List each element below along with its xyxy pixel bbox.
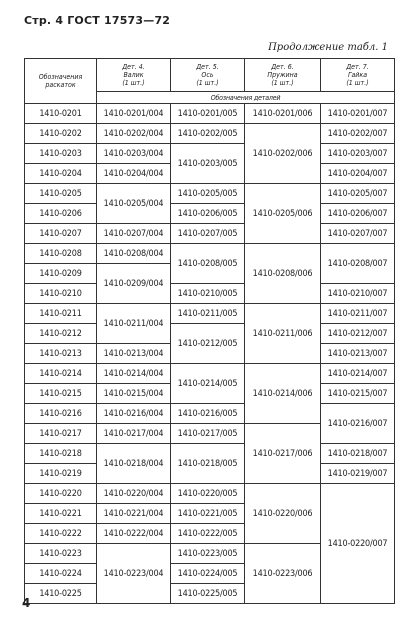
rolling-tool-designation: 1410-0214 <box>25 364 97 384</box>
rolling-tool-designation: 1410-0224 <box>25 564 97 584</box>
axle-cell: 1410-0203/005 <box>171 144 245 184</box>
valik-cell: 1410-0211/004 <box>97 304 171 344</box>
nut-cell: 1410-0202/007 <box>321 124 395 144</box>
nut-cell: 1410-0218/007 <box>321 444 395 464</box>
nut-cell: 1410-0219/007 <box>321 464 395 484</box>
rolling-tool-designation: 1410-0225 <box>25 584 97 604</box>
axle-cell: 1410-0217/005 <box>171 424 245 444</box>
spring-cell: 1410-0201/006 <box>245 104 321 124</box>
valik-cell: 1410-0202/004 <box>97 124 171 144</box>
valik-cell: 1410-0201/004 <box>97 104 171 124</box>
table-row <box>25 444 395 464</box>
axle-cell: 1410-0222/005 <box>171 524 245 544</box>
column-header-part-5: Дет. 5. Ось (1 шт.) <box>171 59 245 92</box>
rolling-tool-designation: 1410-0205 <box>25 184 97 204</box>
table-row <box>25 484 395 504</box>
nut-cell: 1410-0220/007 <box>321 484 395 604</box>
axle-cell: 1410-0210/005 <box>171 284 245 304</box>
table-continuation-label: Продолжение табл. 1 <box>268 42 388 53</box>
axle-cell: 1410-0221/005 <box>171 504 245 524</box>
valik-cell: 1410-0220/004 <box>97 484 171 504</box>
valik-cell: 1410-0222/004 <box>97 524 171 544</box>
axle-cell: 1410-0206/005 <box>171 204 245 224</box>
nut-cell: 1410-0206/007 <box>321 204 395 224</box>
axle-cell: 1410-0218/005 <box>171 444 245 484</box>
rolling-tool-designation: 1410-0203 <box>25 144 97 164</box>
axle-cell: 1410-0214/005 <box>171 364 245 404</box>
rolling-tool-designation: 1410-0213 <box>25 344 97 364</box>
rolling-tool-designation: 1410-0212 <box>25 324 97 344</box>
rolling-tool-designation: 1410-0204 <box>25 164 97 184</box>
rolling-tool-designation: 1410-0223 <box>25 544 97 564</box>
table-row <box>25 224 395 244</box>
axle-cell: 1410-0216/005 <box>171 404 245 424</box>
axle-cell: 1410-0224/005 <box>171 564 245 584</box>
axle-cell: 1410-0202/005 <box>171 124 245 144</box>
table-row <box>25 184 395 204</box>
spring-cell: 1410-0217/006 <box>245 424 321 484</box>
axle-cell: 1410-0225/005 <box>171 584 245 604</box>
table-row <box>25 144 395 164</box>
nut-cell: 1410-0208/007 <box>321 244 395 284</box>
rolling-tool-designation: 1410-0220 <box>25 484 97 504</box>
nut-cell: 1410-0211/007 <box>321 304 395 324</box>
rolling-tool-designation: 1410-0221 <box>25 504 97 524</box>
valik-cell: 1410-0204/004 <box>97 164 171 184</box>
rolling-tool-designation: 1410-0216 <box>25 404 97 424</box>
rolling-tool-designation: 1410-0202 <box>25 124 97 144</box>
axle-cell: 1410-0211/005 <box>171 304 245 324</box>
nut-cell: 1410-0216/007 <box>321 404 395 444</box>
valik-cell: 1410-0203/004 <box>97 144 171 164</box>
spring-cell: 1410-0211/006 <box>245 304 321 364</box>
table-row <box>25 104 395 124</box>
axle-cell: 1410-0201/005 <box>171 104 245 124</box>
valik-cell: 1410-0205/004 <box>97 184 171 224</box>
table-row <box>25 244 395 264</box>
rolling-tool-designation: 1410-0207 <box>25 224 97 244</box>
spring-cell: 1410-0205/006 <box>245 184 321 244</box>
valik-cell: 1410-0209/004 <box>97 264 171 304</box>
rolling-tool-designation: 1410-0201 <box>25 104 97 124</box>
parts-table <box>24 58 395 604</box>
axle-cell: 1410-0212/005 <box>171 324 245 364</box>
nut-cell: 1410-0213/007 <box>321 344 395 364</box>
valik-cell: 1410-0213/004 <box>97 344 171 364</box>
rolling-tool-designation: 1410-0218 <box>25 444 97 464</box>
rolling-tool-designation: 1410-0209 <box>25 264 97 284</box>
table-row <box>25 284 395 304</box>
rolling-tool-designation: 1410-0210 <box>25 284 97 304</box>
nut-cell: 1410-0207/007 <box>321 224 395 244</box>
rolling-tool-designation: 1410-0206 <box>25 204 97 224</box>
nut-cell: 1410-0210/007 <box>321 284 395 304</box>
nut-cell: 1410-0205/007 <box>321 184 395 204</box>
spring-cell: 1410-0202/006 <box>245 124 321 184</box>
valik-cell: 1410-0207/004 <box>97 224 171 244</box>
rolling-tool-designation: 1410-0217 <box>25 424 97 444</box>
page-number: 4 <box>22 596 31 610</box>
rolling-tool-designation: 1410-0219 <box>25 464 97 484</box>
rolling-tool-designation: 1410-0211 <box>25 304 97 324</box>
table-row <box>25 124 395 144</box>
column-header-rolling-tool: Обозначения раскаток <box>25 59 97 104</box>
valik-cell: 1410-0208/004 <box>97 244 171 264</box>
axle-cell: 1410-0220/005 <box>171 484 245 504</box>
axle-cell: 1410-0207/005 <box>171 224 245 244</box>
valik-cell: 1410-0217/004 <box>97 424 171 444</box>
table-row <box>25 364 395 384</box>
valik-cell: 1410-0218/004 <box>97 444 171 484</box>
spring-cell: 1410-0214/006 <box>245 364 321 424</box>
table-row <box>25 324 395 344</box>
parts-subheader: Обозначения деталей <box>97 92 395 104</box>
valik-cell: 1410-0215/004 <box>97 384 171 404</box>
nut-cell: 1410-0215/007 <box>321 384 395 404</box>
spring-cell: 1410-0220/006 <box>245 484 321 544</box>
nut-cell: 1410-0204/007 <box>321 164 395 184</box>
table-row <box>25 404 395 424</box>
nut-cell: 1410-0201/007 <box>321 104 395 124</box>
table-row <box>25 204 395 224</box>
axle-cell: 1410-0223/005 <box>171 544 245 564</box>
column-header-part-4: Дет. 4. Валик (1 шт.) <box>97 59 171 92</box>
valik-cell: 1410-0216/004 <box>97 404 171 424</box>
axle-cell: 1410-0208/005 <box>171 244 245 284</box>
valik-cell: 1410-0223/004 <box>97 544 171 604</box>
nut-cell: 1410-0203/007 <box>321 144 395 164</box>
valik-cell: 1410-0221/004 <box>97 504 171 524</box>
axle-cell: 1410-0205/005 <box>171 184 245 204</box>
rolling-tool-designation: 1410-0208 <box>25 244 97 264</box>
column-header-part-6: Дет. 6. Пружина (1 шт.) <box>245 59 321 92</box>
column-header-part-7: Дет. 7. Гайка (1 шт.) <box>321 59 395 92</box>
nut-cell: 1410-0214/007 <box>321 364 395 384</box>
rolling-tool-designation: 1410-0222 <box>25 524 97 544</box>
rolling-tool-designation: 1410-0215 <box>25 384 97 404</box>
spring-cell: 1410-0223/006 <box>245 544 321 604</box>
nut-cell: 1410-0212/007 <box>321 324 395 344</box>
table-row <box>25 304 395 324</box>
page-header: Стр. 4 ГОСТ 17573—72 <box>24 14 171 27</box>
valik-cell: 1410-0214/004 <box>97 364 171 384</box>
spring-cell: 1410-0208/006 <box>245 244 321 304</box>
